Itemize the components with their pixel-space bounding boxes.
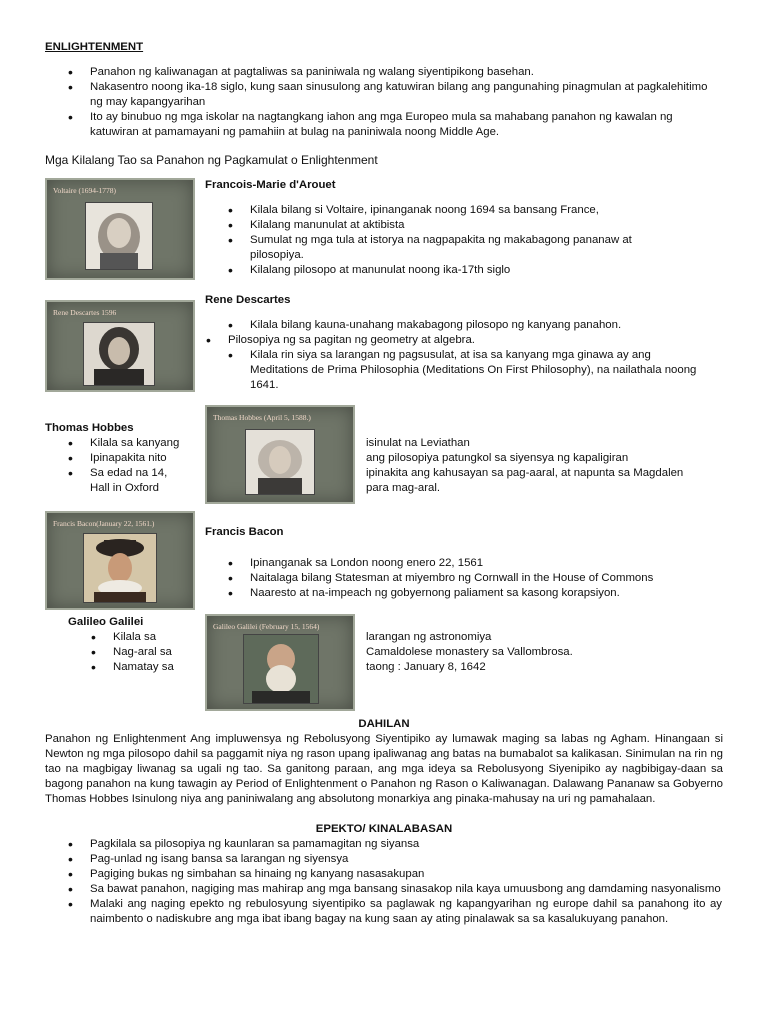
- list-item: • Kilala rin siya sa larangan ng pagsusulat, at isa sa kanyang mga ginawa ay ang Meditations de Prima Philosophia (Meditations On First Philosophy), na nailathala noong 1641.: [222, 348, 712, 393]
- text-line: ang pilosopiya patungkol sa siyensya ng kapaligiran: [366, 452, 629, 464]
- epekto-list: [62, 837, 722, 927]
- portrait-caption: Galileo Galilei (February 15, 1564): [213, 622, 320, 631]
- list-item: • Pagiging bukas ng simbahan sa hinaing ng kanyang nasasakupan: [62, 867, 722, 882]
- list-item: • Malaki ang naging epekto ng rebulosyung siyentipiko sa paglawak ng kapangyarihan ng europe dahil sa panahong ito ay naimbento o nadiskubre ang mga ibat ibang bagay na kung saan ay ating pinalawak sa sa kasalukuyang panahon.: [62, 897, 722, 927]
- face-icon: [86, 203, 152, 269]
- list-item: • Panahon ng kaliwanagan at pagtaliwas sa paniniwala ng walang siyentipikong basehan.: [62, 65, 722, 80]
- page-title: ENLIGHTENMENT: [45, 41, 144, 53]
- list-item: • Namatay sa: [85, 660, 205, 675]
- list-item: • Naitalaga bilang Statesman at miyembro ng Cornwall in the House of Commons: [222, 571, 722, 586]
- list-item: • Naaresto at na-impeach ng gobyernong paliament sa kasong korapsiyon.: [222, 586, 722, 601]
- text-line: Camaldolese monastery sa Vallombrosa.: [366, 646, 573, 658]
- voltaire-list: [222, 203, 682, 278]
- list-item: • Ipinanganak sa London noong enero 22, 1561: [222, 556, 722, 571]
- text-line: isinulat na Leviathan: [366, 437, 470, 449]
- list-item: • Pilosopiya ng sa pagitan ng geometry at algebra.: [200, 333, 712, 348]
- text-line: larangan ng astronomiya: [366, 631, 492, 643]
- list-item: • Pagkilala sa pilosopiya ng kaunlaran sa pamamagitan ng siyansa: [62, 837, 722, 852]
- face-icon: [84, 323, 154, 385]
- descartes-portrait: [45, 300, 195, 392]
- descartes-list: [222, 318, 712, 393]
- person-name: Francis Bacon: [205, 526, 284, 538]
- portrait-caption: Voltaire (1694-1778): [53, 186, 116, 195]
- portrait-photo: [245, 429, 315, 495]
- list-item: • Pag-unlad ng isang bansa sa larangan ng siyensya: [62, 852, 722, 867]
- intro-list: [62, 65, 722, 140]
- list-item: • Sa bawat panahon, nagiging mas mahirap ang mga bansang sinasakop nila kaya umuusbong ang damdaming nasyonalismo: [62, 882, 722, 897]
- person-name: Galileo Galilei: [68, 616, 144, 628]
- list-item: • Sumulat ng mga tula at istorya na nagpapakita ng makabagong pananaw at pilosopiya.: [222, 233, 682, 263]
- text-line: para mag-aral.: [366, 482, 441, 494]
- list-item: • Sa edad na 14,: [62, 466, 202, 481]
- list-item: • Kilala bilang si Voltaire, ipinanganak noong 1694 sa bansang France,: [222, 203, 682, 218]
- face-icon: [246, 430, 314, 494]
- list-item: • Nag-aral sa: [85, 645, 205, 660]
- list-item: • Ipinapakita nito: [62, 451, 202, 466]
- list-item: • Kilala sa kanyang: [62, 436, 202, 451]
- list-item: • Kilala bilang kauna-unahang makabagong pilosopo ng kanyang panahon.: [222, 318, 712, 333]
- portrait-photo: [83, 322, 155, 386]
- person-name: Thomas Hobbes: [45, 422, 134, 434]
- dahilan-paragraph: Panahon ng Enlightenment Ang impluwensya ng Rebolusyong Siyentipiko ay lumawak maging sa labas ng Agham. Hinangaan si Newton ng mga pilosopo dahil sa paggamit niya ng rason upang ipaliwanag ang batas na bumabalot sa kalikasan. Sinimulan na rin ng tao na magbigay liwanag sa ugali ng tao. Sa ganitong paraan, ang mga ideya sa Rebolusyong Siyenipiko ay nagbibigay-daan sa bagong panahon na kung tawagin ay Period of Enlightenment o Panahon ng Rason o Kaliwanagan. Dalawang Pananaw sa Gobyerno Thomas Hobbes Isinulong niya ang paniniwalang ang absolutong monarkiya ang pinaka-mahusay na uri ng pamahalaan.: [45, 733, 723, 805]
- text-line: taong : January 8, 1642: [366, 661, 486, 673]
- list-item: • Kilala sa: [85, 630, 205, 645]
- bacon-portrait: [45, 511, 195, 610]
- portrait-photo: [83, 533, 157, 603]
- text-line: ipinakita ang kahusayan sa pag-aaral, at napunta sa Magdalen: [366, 467, 684, 479]
- person-name: Rene Descartes: [205, 294, 291, 306]
- person-name: Francois-Marie d'Arouet: [205, 179, 336, 191]
- list-item: Hall in Oxford: [90, 482, 160, 494]
- list-item: • Kilalang pilosopo at manunulat noong ika-17th siglo: [222, 263, 682, 278]
- hobbes-portrait: [205, 405, 355, 504]
- list-item: • Ito ay binubuo ng mga iskolar na nagtangkang iahon ang mga Europeo mula sa mahabang panahon ng kawalan ng katuwiran at pamamayani ng pamahiin at bulag na paniniwala noong Middle Age.: [62, 110, 722, 140]
- voltaire-portrait: [45, 178, 195, 280]
- section-heading: EPEKTO/ KINALABASAN: [315, 823, 453, 835]
- galileo-portrait: [205, 614, 355, 711]
- hobbes-right-text: [366, 436, 746, 496]
- face-icon: [84, 534, 156, 602]
- list-item: • Nakasentro noong ika-18 siglo, kung saan sinusulong ang katuwiran bilang ang pangunahing pinagmulan at pagkalehitimo ng may kapangyarihan: [62, 80, 722, 110]
- portrait-caption: Francis Bacon(January 22, 1561.): [53, 519, 155, 528]
- list-item: • Kilalang manunulat at aktibista: [222, 218, 682, 233]
- portrait-caption: Thomas Hobbes (April 5, 1588.): [213, 413, 311, 422]
- face-icon: [244, 635, 318, 703]
- galileo-right-text: [366, 630, 746, 675]
- portrait-photo: [85, 202, 153, 270]
- section-heading: DAHILAN: [358, 718, 410, 730]
- galileo-left-list: [85, 630, 205, 675]
- portrait-caption: Rene Descartes 1596: [53, 308, 117, 317]
- hobbes-left-list: [62, 436, 202, 496]
- bacon-list: [222, 556, 722, 601]
- portrait-photo: [243, 634, 319, 704]
- section-heading: Mga Kilalang Tao sa Panahon ng Pagkamulat o Enlightenment: [45, 153, 378, 167]
